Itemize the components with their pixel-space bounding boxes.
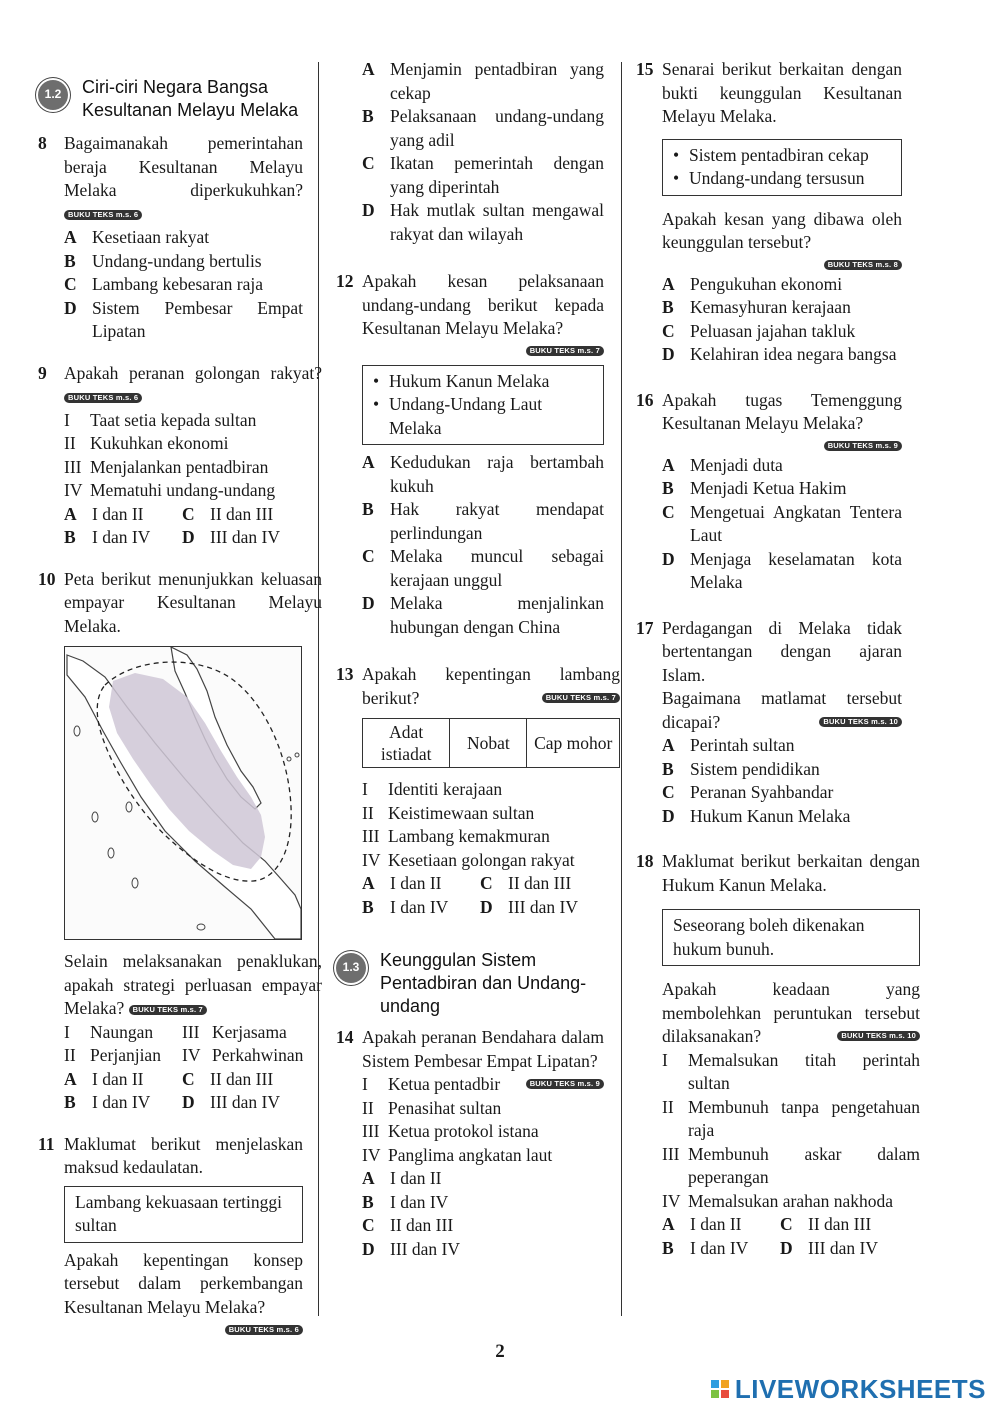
question-stem: Apakah kepentingan lambang berikut? [362,664,620,708]
section-1-3-heading [336,949,604,1018]
question-17 [636,617,902,829]
statement-i: I Identiti kerajaan [362,779,503,799]
question-stem: Maklumat berikut menjelaskan maksud kedaulatan. [64,1133,303,1177]
logo-icon [711,1380,729,1398]
option-c[interactable]: C II dan III [480,873,572,893]
question-stem: Senarai berikut berkaitan dengan bukti keunggulan Kesultanan Melayu Melaka. [662,59,902,126]
textbook-ref-tag: BUKU TEKS m.s. 6 [64,393,142,403]
option-d[interactable]: D Kelahiran idea negara bangsa [662,344,897,364]
option-b[interactable]: B Pelaksanaan undang-undang yang adil [362,106,604,150]
statement-iii: III Membunuh askar dalam peperangan [662,1143,920,1187]
question-stem: Perdagangan di Melaka tidak bertentangan dengan ajaran Islam. [662,617,902,685]
textbook-ref-tag: BUKU TEKS m.s. 6 [225,1325,303,1335]
option-d[interactable]: D III dan IV [182,1092,280,1112]
island-dot [287,757,291,761]
statement-i: I Naungan [64,1021,154,1042]
statement-iii: III Ketua protokol istana [362,1121,539,1141]
question-18 [636,850,920,1260]
option-a[interactable]: A I dan II [362,1168,442,1188]
statement-ii: II Kukuhkan ekonomi [64,433,229,453]
option-a[interactable]: A Kesetiaan rakyat [64,227,210,247]
liveworksheets-logo [711,1373,986,1404]
statement-iv: IV Mematuhi undang-undang [64,480,276,500]
textbook-ref-tag: BUKU TEKS m.s. 9 [824,441,902,451]
option-b[interactable]: B Menjadi Ketua Hakim [662,478,847,498]
question-16 [636,389,902,595]
question-stem: Apakah peranan golongan rakyat? [64,362,322,383]
option-a[interactable]: A Pengukuhan ekonomi [662,273,843,294]
statement-iii: III Lambang kemakmuran [362,826,550,846]
island-dot [295,753,299,757]
column-1 [38,58,322,1337]
question-stem: Maklumat berikut berkaitan dengan Hukum Kanun Melaka. [662,851,920,895]
question-number: 12 [336,271,354,291]
option-c[interactable]: C II dan III [362,1215,454,1235]
island-dot [126,802,132,812]
question-number: 8 [38,133,47,153]
question-13 [336,663,620,919]
statement-iv: IV Memalsukan arahan nakhoda [662,1190,894,1211]
statement-iv: IV Panglima angkatan laut [362,1144,553,1165]
symbols-table [362,718,620,768]
option-b[interactable]: B Undang-undang bertulis [64,250,262,271]
question-11 [38,1133,303,1338]
option-a[interactable]: A I dan II [362,873,442,893]
option-a[interactable]: A Perintah sultan [662,735,795,755]
textbook-ref-tag: BUKU TEKS m.s. 7 [526,346,604,356]
option-d[interactable]: D III dan IV [182,527,280,547]
empire-map [64,646,302,940]
statement-i: I Taat setia kepada sultan [64,409,257,430]
textbook-ref-tag: BUKU TEKS m.s. 6 [64,210,142,220]
question-12 [336,270,604,639]
textbook-ref-tag: BUKU TEKS m.s. 10 [819,717,902,727]
section-title: Ciri-ciri Negara Bangsa Kesultanan Melayu Melaka [82,77,299,120]
option-a[interactable]: A Menjadi duta [662,454,783,475]
statement-i: I Ketua pentadbir [362,1074,501,1094]
question-number: 18 [636,851,654,871]
info-box: Seseorang boleh dikenakan hukum bunuh. [662,909,920,966]
question-11-options [336,58,604,246]
question-follow-up: Bagaimana matlamat tersebut dicapai? [662,688,902,732]
question-number: 17 [636,617,654,638]
option-d[interactable]: D III dan IV [362,1238,460,1259]
island-dot [197,924,205,930]
option-d[interactable]: D Melaka menjalinkan hubungan dengan China [362,593,604,637]
option-d[interactable]: D Menjaga keselamatan kota Melaka [662,548,902,592]
table-cell: Nobat [450,719,527,768]
option-a[interactable]: A I dan II [64,1068,144,1089]
option-c[interactable]: C Mengetuai Angkatan Tentera Laut [662,501,902,545]
statement-iv: IV Kesetiaan golongan rakyat [362,849,575,870]
option-a[interactable]: A Menjamin pentadbiran yang cekap [362,59,604,103]
option-a[interactable]: A Kedudukan raja bertambah kukuh [362,452,604,496]
question-follow-up: Apakah keadaan yang membolehkan peruntukan tersebut dilaksanakan? [662,979,920,1046]
textbook-ref-tag: BUKU TEKS m.s. 10 [837,1031,920,1041]
option-c[interactable]: C II dan III [780,1214,872,1234]
statement-iii: III Kerjasama [182,1021,287,1042]
page-number: 2 [495,1341,505,1362]
section-badge: 1.2 [38,80,68,110]
option-c[interactable]: C Peranan Syahbandar [662,782,834,802]
option-b[interactable]: B I dan IV [362,896,449,917]
question-stem: Apakah tugas Temenggung Kesultanan Melayu Melaka? [662,389,902,433]
info-box [362,365,604,446]
question-9 [38,362,322,550]
statement-ii: II Keistimewaan sultan [362,802,535,823]
table-cell: Adat istiadat [363,719,450,768]
question-follow-up: Apakah kepentingan konsep tersebut dalam perkembangan Kesultanan Melayu Melaka? [64,1249,303,1317]
section-badge: 1.3 [336,953,366,983]
option-c[interactable]: C Peluasan jajahan takluk [662,320,856,341]
table-cell: Cap mohor [527,719,620,768]
statement-iii: III Menjalankan pentadbiran [64,456,269,477]
question-number: 15 [636,59,654,79]
column-divider-2 [621,62,622,1316]
textbook-ref-tag: BUKU TEKS m.s. 7 [542,693,620,703]
question-follow-up: Apakah kesan yang dibawa oleh keunggulan tersebut? [662,208,902,252]
statement-i: I Memalsukan titah perintah sultan [662,1049,920,1093]
option-d[interactable]: D III dan IV [480,896,578,917]
question-number: 11 [38,1133,55,1154]
option-d[interactable]: D Hak mutlak sultan mengawal rakyat dan wilayah [362,200,604,244]
statement-ii: II Perjanjian [64,1045,161,1065]
option-b[interactable]: B I dan IV [64,1092,151,1112]
statement-ii: II Penasihat sultan [362,1097,502,1118]
option-b[interactable]: B I dan IV [362,1191,449,1212]
question-8 [38,132,303,344]
question-number: 16 [636,389,654,410]
question-stem: Bagaimanakah pemerintahan beraja Kesultanan Melayu Melaka diperkukuhkan? [64,133,303,200]
column-2 [336,58,620,1261]
option-b[interactable]: B I dan IV [662,1237,749,1258]
question-14 [336,1026,604,1261]
option-a[interactable]: A I dan II [64,503,144,524]
question-10 [38,568,322,1115]
option-b[interactable]: B Hak rakyat mendapat perlindungan [362,499,604,543]
option-b[interactable]: B Kemasyhuran kerajaan [662,297,851,317]
question-number: 13 [336,664,354,684]
option-c[interactable]: C Melaka muncul sebagai kerajaan unggul [362,546,604,590]
option-c[interactable]: C II dan III [182,1068,274,1089]
bullet-item: • Undang-Undang Laut Melaka [373,394,543,438]
island-dot [132,878,138,888]
question-number: 10 [38,568,56,589]
textbook-ref-tag: BUKU TEKS m.s. 8 [824,260,902,270]
question-stem: Peta berikut menunjukkan keluasan empayar Kesultanan Melayu Melaka. [64,568,322,636]
section-1-2-heading [38,76,303,122]
statement-ii: II Membunuh tanpa pengetahuan raja [662,1096,920,1140]
column-3 [636,58,920,1260]
statement-iv: IV Perkahwinan [182,1045,304,1065]
option-d[interactable]: D Sistem Pembesar Empat Lipatan [64,297,303,341]
option-d[interactable]: D Hukum Kanun Melaka [662,805,851,826]
question-number: 9 [38,362,47,383]
info-box: Lambang kekuasaan tertinggi sultan [64,1186,303,1243]
option-a[interactable]: A I dan II [662,1214,742,1234]
island-dot [108,848,114,858]
option-c[interactable]: C Lambang kebesaran raja [64,274,264,294]
island-dot [74,726,80,736]
question-stem: Apakah kesan pelaksanaan undang-undang berikut kepada Kesultanan Melayu Melaka? [362,271,604,338]
option-c[interactable]: C Ikatan pemerintah dengan yang diperintah [362,153,604,197]
option-b[interactable]: B Sistem pendidikan [662,758,820,779]
section-title: Keunggulan Sistem Pentadbiran dan Undang-undang [380,950,587,1016]
question-follow-up: Selain melaksanakan penaklukan, apakah strategi perluasan empayar Melaka? BUKU TEKS m.s. 7 [64,951,322,1018]
option-b[interactable]: B I dan IV [64,527,151,547]
textbook-ref-tag: BUKU TEKS m.s. 9 [526,1079,604,1089]
option-d[interactable]: D III dan IV [780,1237,878,1258]
question-number: 14 [336,1027,354,1047]
textbook-ref-tag: BUKU TEKS m.s. 7 [129,1005,207,1015]
question-stem: Apakah peranan Bendahara dalam Sistem Pembesar Empat Lipatan? [362,1027,604,1071]
bullet-item: • Sistem pentadbiran cekap [673,144,869,165]
question-15 [636,58,902,367]
bullet-item: • Undang-undang tersusun [673,168,865,188]
option-c[interactable]: C II dan III [182,503,274,524]
bullet-item: • Hukum Kanun Melaka [373,370,550,391]
info-box [662,139,902,196]
logo-text: LIVEWORKSHEETS [734,1373,986,1404]
island-dot [92,812,98,822]
